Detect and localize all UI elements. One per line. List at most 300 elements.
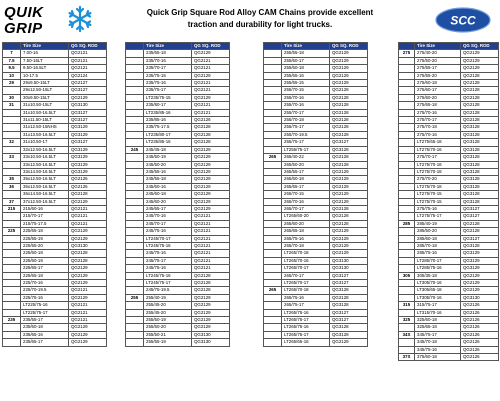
table-row — [3, 183, 107, 190]
table-row — [126, 213, 230, 220]
chain-model-cell: QG2129 — [330, 183, 368, 190]
table-row — [399, 65, 499, 72]
table-row — [126, 205, 230, 212]
size-cell: 36 — [3, 183, 21, 190]
tire-size-cell: 255/70-15 — [282, 87, 330, 94]
size-cell — [264, 242, 282, 249]
chain-model-cell: QG2129 — [69, 324, 107, 331]
chain-model-cell: QG2121 — [192, 242, 230, 249]
size-cell: 32 — [3, 139, 21, 146]
chain-model-cell: QG2128 — [461, 94, 499, 101]
size-cell — [399, 265, 415, 272]
table-row — [264, 102, 368, 109]
size-cell — [399, 87, 415, 94]
table-row — [126, 331, 230, 338]
chain-model-cell: QG3130 — [192, 339, 230, 346]
table-row — [126, 265, 230, 272]
size-cell — [126, 57, 144, 64]
size-cell — [399, 198, 415, 205]
table-row — [3, 191, 107, 198]
chain-model-cell: QG3129 — [461, 250, 499, 257]
tire-size-cell: 245/50-20 — [144, 161, 192, 168]
tire-size-cell: 235/85-16 — [144, 117, 192, 124]
tire-size-cell: 7.50-16LT — [21, 57, 69, 64]
size-cell: 255 — [126, 294, 144, 301]
tire-size-cell: LT245/75-16 — [144, 272, 192, 279]
chain-model-cell: QG2121 — [192, 235, 230, 242]
chain-model-cell: QG2129 — [192, 191, 230, 198]
chain-model-cell: QG2128 — [461, 102, 499, 109]
table-row — [399, 220, 499, 227]
size-cell — [399, 294, 415, 301]
table-row — [264, 205, 368, 212]
table-row — [399, 324, 499, 331]
chain-model-cell: QG3130 — [192, 331, 230, 338]
chain-model-cell: QG3130 — [461, 294, 499, 301]
table-row — [399, 280, 499, 287]
size-cell — [126, 265, 144, 272]
table-row — [264, 109, 368, 116]
size-cell — [3, 235, 21, 242]
chain-model-cell: QG2129 — [330, 176, 368, 183]
table-row — [264, 302, 368, 309]
chain-model-cell: QG2129 — [192, 168, 230, 175]
table-row — [3, 117, 107, 124]
size-cell — [126, 235, 144, 242]
table-row — [3, 228, 107, 235]
table-row — [3, 131, 107, 138]
chain-model-cell: QG2129 — [330, 191, 368, 198]
chain-model-cell: QG2129 — [461, 287, 499, 294]
size-cell — [264, 309, 282, 316]
tire-size-cell: 255/50-21 — [144, 331, 192, 338]
tire-size-cell: 31x12.50-15NHS — [21, 124, 69, 131]
size-cell — [126, 309, 144, 316]
size-cell — [399, 324, 415, 331]
table-row — [264, 80, 368, 87]
size-cell — [399, 257, 415, 264]
table-row — [3, 339, 107, 346]
tire-size-cell: LT265/70-18 — [282, 287, 330, 294]
table-row — [264, 228, 368, 235]
chain-model-cell: QG2121 — [192, 109, 230, 116]
chain-model-cell: QG2129 — [330, 80, 368, 87]
size-cell — [399, 242, 415, 249]
chain-model-cell: QG2121 — [192, 57, 230, 64]
chain-model-cell: QG2128 — [330, 102, 368, 109]
size-cell — [264, 139, 282, 146]
tire-size-cell: 275/40-20 — [415, 50, 461, 57]
size-cell — [126, 139, 144, 146]
table-row — [399, 257, 499, 264]
tire-size-cell: 375/60-18 — [415, 354, 461, 361]
size-cell — [399, 176, 415, 183]
table-row — [264, 154, 368, 161]
chain-model-cell: QG2121 — [192, 80, 230, 87]
size-cell: 215 — [3, 205, 21, 212]
size-cell — [399, 109, 415, 116]
table-row — [126, 250, 230, 257]
table-row — [399, 168, 499, 175]
size-cell — [3, 220, 21, 227]
chain-model-cell: QG3128 — [461, 168, 499, 175]
tire-size-cell: LT275/70-18 — [415, 161, 461, 168]
size-cell — [264, 317, 282, 324]
size-cell — [399, 287, 415, 294]
size-cell: 9.5 — [3, 65, 21, 72]
size-cell — [126, 72, 144, 79]
chain-model-cell: QG2126 — [461, 346, 499, 353]
chain-model-cell: QG3127 — [330, 280, 368, 287]
size-cell — [399, 139, 415, 146]
size-table-3 — [263, 42, 368, 347]
chain-model-cell: QG2129 — [330, 242, 368, 249]
tire-size-cell: 265/40-22 — [282, 154, 330, 161]
size-cell — [264, 339, 282, 346]
header-tire-size: Tire Size — [282, 43, 330, 50]
chain-model-cell: QG2121 — [69, 65, 107, 72]
size-cell — [126, 109, 144, 116]
table-row — [399, 57, 499, 64]
chain-model-cell: QG3127 — [330, 309, 368, 316]
size-cell — [126, 124, 144, 131]
tire-size-cell: 265/75-16 — [282, 235, 330, 242]
chain-model-cell: QG2126 — [461, 339, 499, 346]
size-cell — [3, 168, 21, 175]
chain-model-cell: QG2121 — [69, 309, 107, 316]
tire-size-cell: 36x12.50-16.5LT — [21, 183, 69, 190]
table-row — [3, 287, 107, 294]
table-row — [126, 154, 230, 161]
size-cell: 265 — [264, 154, 282, 161]
tire-size-cell: LT265/75-17 — [282, 317, 330, 324]
table-row — [399, 205, 499, 212]
chain-model-cell: QG2121 — [69, 302, 107, 309]
tire-size-cell: 36x14.50-16.5LT — [21, 191, 69, 198]
table-row — [126, 257, 230, 264]
size-cell: 285 — [399, 220, 415, 227]
tire-size-cell: 265/60-18 — [282, 176, 330, 183]
table-row — [3, 198, 107, 205]
size-cell — [264, 324, 282, 331]
table-row — [3, 213, 107, 220]
chain-model-cell: QG2128 — [461, 220, 499, 227]
size-cell — [3, 331, 21, 338]
tire-size-cell: 255/45-20 — [144, 309, 192, 316]
chain-model-cell: QG3129 — [69, 161, 107, 168]
size-cell — [3, 161, 21, 168]
chain-model-cell: QG2129 — [461, 50, 499, 57]
tire-size-cell: 235/65-18 — [144, 50, 192, 57]
tire-size-cell: 225/60-18 — [21, 250, 69, 257]
size-cell: 305 — [399, 272, 415, 279]
size-cell — [264, 50, 282, 57]
size-cell — [3, 265, 21, 272]
size-cell: 35 — [3, 176, 21, 183]
chain-model-cell: QG3128 — [461, 146, 499, 153]
chain-model-cell: QG2128 — [330, 131, 368, 138]
size-cell — [3, 287, 21, 294]
header-size — [3, 43, 21, 50]
chain-model-cell: QG2121 — [192, 250, 230, 257]
tire-size-cell: 265/70-18 — [282, 242, 330, 249]
table-row — [264, 176, 368, 183]
tire-size-cell: 225/65-17 — [21, 265, 69, 272]
size-cell — [399, 57, 415, 64]
table-row — [3, 265, 107, 272]
chain-model-cell: QG2129 — [69, 294, 107, 301]
chain-model-cell: QG2129 — [330, 250, 368, 257]
header-size — [126, 43, 144, 50]
chain-model-cell: QG2129 — [69, 331, 107, 338]
table-row — [3, 309, 107, 316]
tire-size-cell: LT285/70-17 — [415, 257, 461, 264]
table-row — [3, 176, 107, 183]
table-row — [126, 228, 230, 235]
chain-model-cell: QG2126 — [461, 324, 499, 331]
tire-size-cell: LT245/75-17 — [144, 280, 192, 287]
tire-size-cell: 31x11.50-15LT — [21, 117, 69, 124]
size-cell — [264, 331, 282, 338]
size-cell — [126, 220, 144, 227]
chain-model-cell: QG2129 — [192, 146, 230, 153]
header-qg: QG SQ. ROD — [330, 43, 368, 50]
table-row — [264, 146, 368, 153]
chain-model-cell: QG2121 — [192, 220, 230, 227]
chain-model-cell: QG3129 — [69, 131, 107, 138]
chain-model-cell: QG2128 — [461, 72, 499, 79]
tire-size-cell: 10-17.5 — [21, 72, 69, 79]
table-row — [399, 102, 499, 109]
tire-size-cell: 37x12.50-16.5LT — [21, 198, 69, 205]
header — [0, 0, 500, 40]
size-cell — [264, 87, 282, 94]
size-cell — [264, 94, 282, 101]
table-row — [264, 220, 368, 227]
table-row — [126, 72, 230, 79]
tire-size-cell: 255/70-16 — [282, 102, 330, 109]
size-cell — [264, 183, 282, 190]
table-row — [399, 191, 499, 198]
tire-size-cell: LT275/70-15 — [415, 191, 461, 198]
table-row — [399, 161, 499, 168]
header-tire-size: Tire Size — [21, 43, 69, 50]
size-cell — [264, 131, 282, 138]
chain-model-cell: QG2128 — [461, 228, 499, 235]
size-cell — [264, 191, 282, 198]
tire-size-cell: 275/70-16 — [415, 131, 461, 138]
chain-model-cell: QG2128 — [192, 124, 230, 131]
size-cell — [264, 235, 282, 242]
tire-size-cell: LT275/70-15 — [415, 198, 461, 205]
size-cell — [126, 80, 144, 87]
size-cell — [126, 198, 144, 205]
table-row — [3, 220, 107, 227]
size-cell — [126, 324, 144, 331]
size-cell — [3, 272, 21, 279]
chain-model-cell: QG2121 — [192, 65, 230, 72]
chain-model-cell: QG2126 — [461, 331, 499, 338]
tire-size-cell: 265/65-17 — [282, 183, 330, 190]
table-row — [264, 250, 368, 257]
chain-model-cell: QG2126 — [461, 317, 499, 324]
size-cell: 235 — [3, 317, 21, 324]
chain-model-cell: QG2129 — [69, 280, 107, 287]
tire-size-cell: 265/70-17 — [282, 272, 330, 279]
tire-size-cell: 225/75-16 — [21, 294, 69, 301]
chain-model-cell: QG2129 — [330, 235, 368, 242]
table-row — [3, 139, 107, 146]
chain-model-cell: QG3128 — [330, 324, 368, 331]
scc-logo — [434, 5, 492, 35]
size-cell — [264, 117, 282, 124]
size-cell — [264, 205, 282, 212]
chain-model-cell: QG3130 — [69, 102, 107, 109]
chain-model-cell: QG3127 — [330, 272, 368, 279]
tire-size-cell: 255/60-18 — [282, 65, 330, 72]
table-row — [126, 294, 230, 301]
table-row — [3, 102, 107, 109]
tire-size-cell: 33x12.50-16.5LT — [21, 161, 69, 168]
size-cell — [264, 109, 282, 116]
size-cell — [264, 176, 282, 183]
tire-size-cell: 255/70-19.5 — [282, 131, 330, 138]
chain-model-cell: QG2129 — [330, 50, 368, 57]
table-row — [3, 72, 107, 79]
size-cell — [264, 65, 282, 72]
tire-size-cell: 235/60-18 — [21, 324, 69, 331]
size-cell — [264, 198, 282, 205]
chain-model-cell: QG3127 — [330, 139, 368, 146]
chain-model-cell: QG2129 — [192, 317, 230, 324]
size-cell — [264, 80, 282, 87]
chain-model-cell: QG3128 — [330, 287, 368, 294]
chain-model-cell: QG2121 — [192, 87, 230, 94]
table-row — [3, 109, 107, 116]
tire-size-cell: 225/70-16 — [21, 280, 69, 287]
chain-model-cell: QG2121 — [192, 213, 230, 220]
table-row — [3, 324, 107, 331]
size-cell — [126, 65, 144, 72]
size-cell — [126, 272, 144, 279]
table-row — [126, 87, 230, 94]
chain-model-cell: QG2128 — [461, 117, 499, 124]
chain-model-cell: QG3129 — [69, 154, 107, 161]
chain-model-cell: QG3128 — [461, 176, 499, 183]
header-size — [399, 43, 415, 50]
logo-line2: GRIP — [4, 20, 43, 37]
tire-size-cell: LT265/70-17 — [282, 265, 330, 272]
size-cell: 33 — [3, 154, 21, 161]
tire-size-cell: 245/60-16 — [144, 183, 192, 190]
header-qg: QG SQ. ROD — [192, 43, 230, 50]
tire-size-cell: 345/75-17 — [415, 331, 461, 338]
size-cell — [264, 272, 282, 279]
size-cell — [126, 317, 144, 324]
chain-model-cell: QG2129 — [330, 65, 368, 72]
chain-model-cell: QG3128 — [330, 331, 368, 338]
tire-size-cell: 235/70-17 — [144, 65, 192, 72]
size-cell — [126, 331, 144, 338]
tire-size-cell: 215/70-17 — [21, 213, 69, 220]
chain-model-cell: QG2128 — [192, 287, 230, 294]
chain-model-cell: QG2126 — [69, 176, 107, 183]
tire-size-cell: 275/60-17 — [415, 87, 461, 94]
size-cell — [399, 168, 415, 175]
chain-model-cell: QG2129 — [192, 183, 230, 190]
tire-size-cell: LT305/70-16 — [415, 294, 461, 301]
tire-size-cell: 325/65-18 — [415, 324, 461, 331]
size-cell: 315 — [399, 302, 415, 309]
chain-model-cell: QG2129 — [192, 50, 230, 57]
table-row — [126, 131, 230, 138]
size-cell — [126, 257, 144, 264]
size-cell — [3, 117, 21, 124]
chain-model-cell: QG2129 — [330, 228, 368, 235]
size-cell — [3, 324, 21, 331]
chain-model-cell: QG2129 — [192, 309, 230, 316]
chain-model-cell: QG2128 — [330, 213, 368, 220]
size-cell — [399, 250, 415, 257]
header-size — [264, 43, 282, 50]
table-row — [3, 205, 107, 212]
table-row — [399, 287, 499, 294]
size-table-1 — [2, 42, 107, 347]
chain-model-cell: QG2128 — [69, 250, 107, 257]
tire-size-cell: LT305/70-16 — [415, 280, 461, 287]
table-row — [264, 139, 368, 146]
tire-size-cell: 255/50-20 — [144, 324, 192, 331]
table-row — [399, 302, 499, 309]
size-cell — [399, 72, 415, 79]
table-row — [264, 57, 368, 64]
tire-size-cell: 345/70-18 — [415, 339, 461, 346]
tire-size-cell: 255/70-16 — [282, 94, 330, 101]
table-row — [126, 50, 230, 57]
size-cell — [399, 309, 415, 316]
size-cell — [264, 146, 282, 153]
tire-size-cell: 29x9.50-15LT — [21, 80, 69, 87]
chain-model-cell: QG2121 — [69, 220, 107, 227]
tire-size-cell: LT285/75-16 — [415, 265, 461, 272]
tire-size-cell: 235/80-17 — [144, 102, 192, 109]
chain-model-cell: QG2128 — [461, 87, 499, 94]
size-cell: 245 — [126, 146, 144, 153]
tire-size-cell: 265/75-17 — [282, 302, 330, 309]
chain-model-cell: QG2129 — [330, 339, 368, 346]
size-cell: 275 — [399, 50, 415, 57]
size-cell — [264, 161, 282, 168]
tire-size-cell: 255/70-17 — [282, 109, 330, 116]
tire-size-cell: LT275/65-18 — [415, 139, 461, 146]
table-row — [399, 94, 499, 101]
table-row — [126, 272, 230, 279]
chain-model-cell: QG2128 — [192, 139, 230, 146]
tire-size-cell: 265/75-16 — [282, 294, 330, 301]
chain-model-cell: QG3127 — [69, 109, 107, 116]
chain-model-cell: QG3127 — [69, 139, 107, 146]
chain-model-cell: QG2129 — [461, 65, 499, 72]
size-cell — [264, 257, 282, 264]
tire-size-cell: LT275/70-16 — [415, 146, 461, 153]
tire-size-cell: 305/35-18 — [415, 272, 461, 279]
chain-model-cell: QG3128 — [461, 124, 499, 131]
tire-size-cell: 245/65-17 — [144, 205, 192, 212]
tire-size-cell: 235/70-16 — [144, 57, 192, 64]
table-row — [3, 124, 107, 131]
table-row — [3, 302, 107, 309]
table-row — [126, 339, 230, 346]
